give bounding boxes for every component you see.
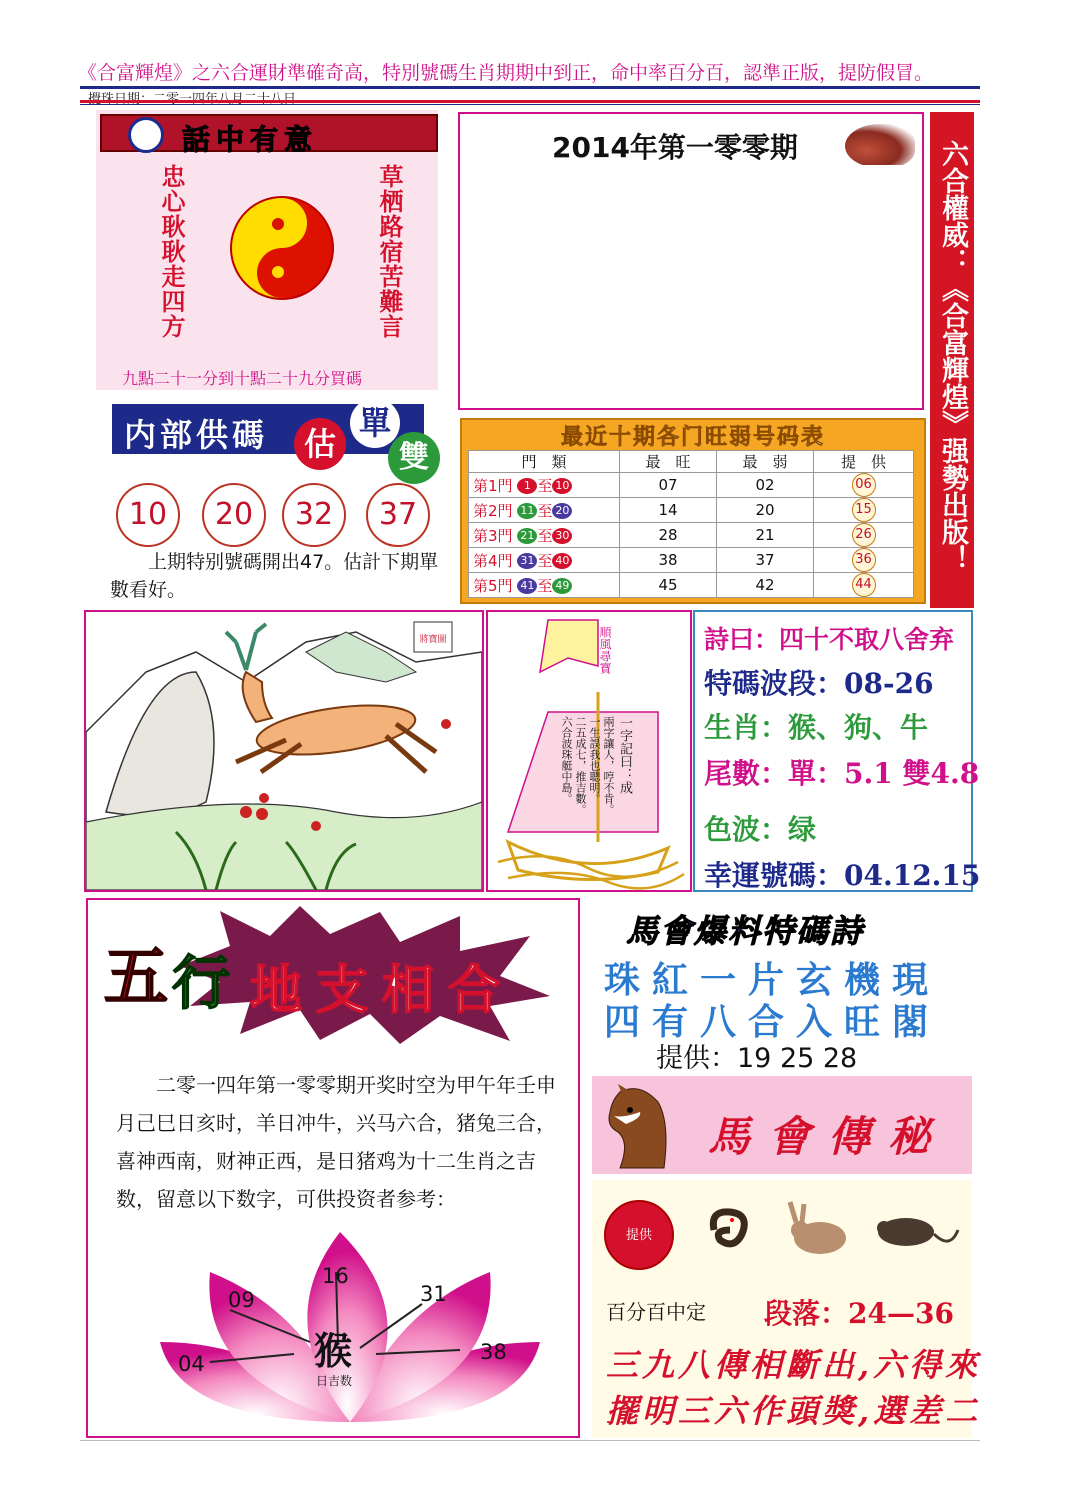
door-label: 第3門 (473, 526, 513, 545)
table-row (469, 573, 914, 598)
horse-icon (600, 1082, 672, 1172)
top-banner: 《合富輝煌》之六合運財準確奇高，特別號碼生肖期期中到正，命中率百分百，認準正版，提防假冒。 (78, 62, 934, 84)
stamp-text: 提供 (625, 1228, 652, 1243)
ball-to: 10 (552, 478, 572, 494)
info-lucky: 幸運號碼：04.12.15 (704, 859, 981, 892)
info-tail: 尾數：單：5.1 雙4.8 (704, 757, 980, 790)
deer-illustration (86, 612, 482, 890)
to-word: 至 (537, 576, 553, 595)
give-number: 44 (852, 573, 876, 597)
table-row (469, 523, 914, 548)
door-label: 第2門 (473, 501, 513, 520)
yin-yang-dot (272, 266, 284, 278)
give-cell (814, 573, 914, 598)
wuxing-title-wu: 五 (104, 940, 168, 1015)
min-cell: 37 (717, 548, 814, 573)
gu-badge: 估 (294, 418, 346, 470)
issue-title: 2014年第一零零期 (552, 131, 798, 164)
buy-time: 九點二十一分到十點二十九分買碼 (122, 369, 363, 388)
boat-sail-text: 一字記曰：成 (617, 716, 632, 794)
mhcm-title: 馬會傳秘 (708, 1112, 949, 1161)
hzyy-title: 話中有意 (182, 123, 319, 156)
give-cell (814, 473, 914, 498)
boat-verse: 六合波珠艇中島。 (560, 716, 573, 804)
boat-verse: 一生誤我也聰明。 (588, 716, 601, 804)
ball-to: 30 (552, 528, 572, 544)
rabbit-icon (790, 1202, 846, 1254)
wuxing-title-xing: 行 (172, 949, 231, 1017)
hzyy-logo-icon (128, 117, 164, 153)
ball-from: 11 (517, 503, 537, 519)
poem-supply: 提供：19 25 28 (656, 1043, 858, 1074)
issue-decoration-image (845, 124, 915, 168)
snake-icon (713, 1212, 744, 1244)
zodiac-animals (700, 1200, 960, 1260)
mhcm-section: 段落：24—36 (764, 1297, 954, 1330)
door-cell (469, 548, 620, 573)
max-cell: 07 (620, 473, 717, 498)
boat-flag: 順風尋寶 (598, 626, 612, 674)
left-verse: 忠心耿耿走四方 (157, 164, 186, 339)
lotus-number: 31 (420, 1282, 447, 1306)
mhcm-line-2: 擺明三六作頭獎,選差二 (606, 1392, 982, 1430)
give-cell (814, 548, 914, 573)
info-poem: 詩曰：四十不取八舍弃 (704, 625, 955, 654)
header-rule-red (80, 100, 980, 103)
max-cell: 14 (620, 498, 717, 523)
min-cell: 21 (717, 523, 814, 548)
col-header: 提 供 (814, 451, 914, 473)
rat-icon (877, 1218, 958, 1246)
max-cell: 28 (620, 523, 717, 548)
ball-to: 40 (552, 553, 572, 569)
give-cell (814, 523, 914, 548)
dan-badge: 單 (350, 398, 400, 448)
poem-title: 馬會爆料特碼詩 (626, 912, 865, 950)
mhcm-sure: 百分百中定 (606, 1300, 706, 1324)
ball-from: 21 (517, 528, 537, 544)
deer-picture-panel (84, 610, 484, 892)
door-label: 第1門 (473, 476, 513, 495)
internal-supply-title: 内部供碼 (124, 416, 269, 454)
lotus-number: 04 (178, 1352, 205, 1376)
supply-number: 37 (366, 483, 430, 547)
poem-line-1: 珠紅一片玄機現 (604, 959, 941, 1001)
door-label: 第5門 (473, 576, 513, 595)
info-color-wave: 色波：绿 (704, 813, 817, 846)
supply-number: 10 (116, 483, 180, 547)
strength-table (468, 450, 914, 598)
header-rule-thin (80, 104, 980, 105)
to-word: 至 (537, 551, 553, 570)
table-row (469, 473, 914, 498)
lotus-center-sub: 日吉数 (316, 1374, 353, 1388)
right-verse: 草栖路宿苦難言 (375, 164, 404, 339)
lotus-number: 09 (228, 1288, 255, 1312)
give-number: 15 (852, 498, 876, 522)
give-cell (814, 498, 914, 523)
to-word: 至 (537, 476, 553, 495)
col-header: 最 弱 (717, 451, 814, 473)
strength-table-title: 最近十期各门旺弱号码表 (560, 424, 825, 450)
issue-content-area (465, 165, 920, 405)
give-number: 06 (852, 473, 876, 497)
to-word: 至 (537, 501, 553, 520)
last-issue-note: 上期特别號碼開出47。估計下期單數看好。 (110, 551, 439, 601)
ball-from: 1 (517, 478, 537, 494)
ball-to: 20 (552, 503, 572, 519)
info-wave-range: 特碼波段：08-26 (704, 667, 934, 700)
wuxing-paragraph: 二零一四年第一零零期开奖时空为甲午年壬申月己巳日亥时，羊日冲牛，兴马六合，猪兔三合，喜神西南，财神正西，是日猪鸡为十二生肖之吉数，留意以下数字，可供投资者参考： (116, 1073, 556, 1211)
ball-from: 41 (517, 578, 537, 594)
yin-yang-dot (272, 218, 284, 230)
door-cell (469, 573, 620, 598)
boat-verse: 兩字讓人，哼不肯。 (602, 716, 615, 815)
right-banner-text: 六合權威：《合富輝煌》强勢出版！ (937, 140, 968, 572)
door-label: 第4門 (473, 551, 513, 570)
shuang-badge: 雙 (388, 432, 440, 484)
boat-verse: 二五成七，推吉數。 (574, 716, 587, 815)
col-header: 門 類 (469, 451, 620, 473)
min-cell: 42 (717, 573, 814, 598)
min-cell: 20 (717, 498, 814, 523)
lotus-center-zodiac: 猴 (314, 1328, 353, 1373)
table-row (469, 548, 914, 573)
bottom-rule (80, 1440, 980, 1441)
give-number: 26 (852, 523, 876, 547)
mhcm-line-1: 三九八傳相斷出,六得來 (606, 1346, 982, 1384)
deer-stamp: 將寶圖 (419, 635, 447, 645)
ball-from: 31 (517, 553, 537, 569)
door-cell (469, 498, 620, 523)
col-header: 最 旺 (620, 451, 717, 473)
door-cell (469, 523, 620, 548)
ball-to: 49 (552, 578, 572, 594)
supply-number: 32 (282, 483, 346, 547)
lotus-number: 38 (480, 1340, 507, 1364)
max-cell: 45 (620, 573, 717, 598)
supply-number: 20 (202, 483, 266, 547)
max-cell: 38 (620, 548, 717, 573)
door-cell (469, 473, 620, 498)
yin-yang-icon (230, 196, 334, 300)
table-row (469, 498, 914, 523)
info-zodiac: 生肖：猴、狗、牛 (704, 711, 929, 744)
right-banner (930, 112, 974, 608)
give-number: 36 (852, 548, 876, 572)
to-word: 至 (537, 526, 553, 545)
poem-line-2: 四有八合入旺閣 (604, 1001, 941, 1043)
min-cell: 02 (717, 473, 814, 498)
wuxing-title-rest: 地支相合 (250, 960, 515, 1021)
lotus-number: 16 (322, 1264, 349, 1288)
info-center-stamp (604, 1200, 674, 1270)
